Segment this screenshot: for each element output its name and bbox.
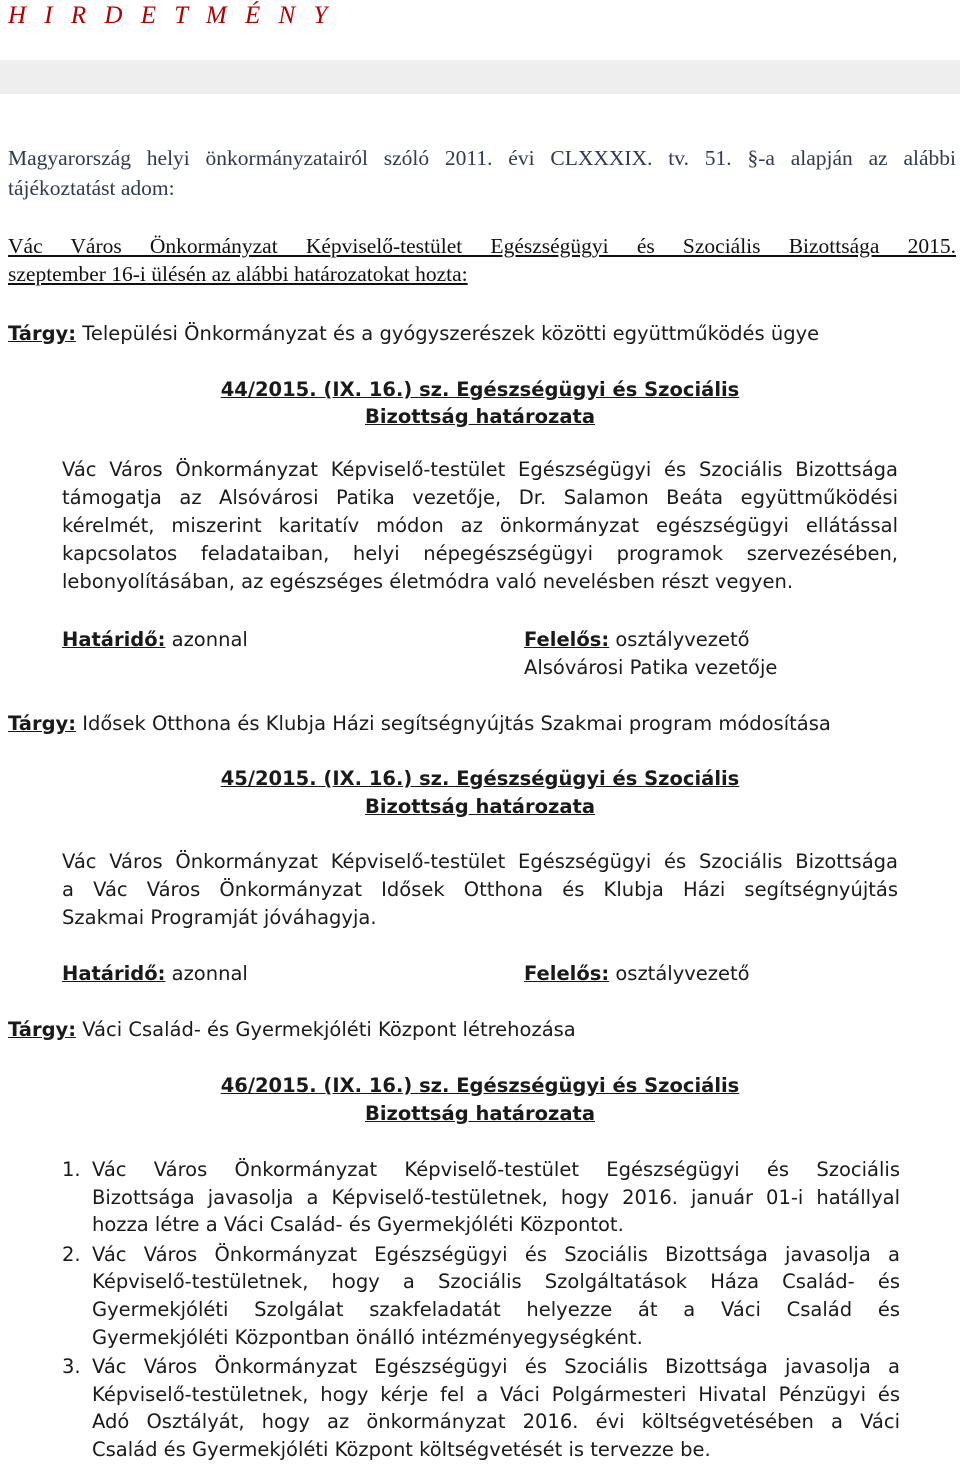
list-item-number: 1. (62, 1158, 81, 1181)
responsible-label: Felelős: (524, 628, 610, 651)
subject-44 (8, 322, 819, 345)
resolution-heading-46: 46/2015. (IX. 16.) sz. Egészségügyi és Szociális (220, 1074, 740, 1097)
deadline-label: Határidő: (62, 628, 166, 651)
body-44-line-2: támogatja az Alsóvárosi Patika vezetője, Dr. Salamon Beáta együttműködési (62, 486, 898, 509)
resolution-heading-46-line2: Bizottság határozata (365, 1102, 595, 1125)
list-item-number: 3. (62, 1355, 81, 1379)
committee-line-1: Vác Város Önkormányzat Képviselő-testület Egészségügyi és Szociális Bizottsága 2015. (8, 234, 956, 258)
deadline-value: azonnal (171, 962, 248, 985)
resolution-46-list (62, 1156, 900, 1464)
list-item-line: Gyermekjóléti Szolgálat szakfeladatát helyezze át a Váci Család és (92, 1297, 900, 1321)
resolution-heading-45: 45/2015. (IX. 16.) sz. Egészségügyi és Szociális (220, 767, 740, 790)
body-45-line-2: a Vác Város Önkormányzat Idősek Otthona és Klubja Házi segítségnyújtás (62, 878, 898, 901)
list-item-line: Gyermekjóléti Központban önálló intézményegységként. (92, 1325, 643, 1349)
subject-46 (8, 1018, 576, 1041)
list-item-line: Vác Város Önkormányzat Egészségügyi és Szociális Bizottsága javasolja a (92, 1355, 900, 1379)
body-44-line-1: Vác Város Önkormányzat Képviselő-testület Egészségügyi és Szociális Bizottsága (62, 458, 898, 481)
list-item (62, 1241, 900, 1351)
subject-label: Tárgy: (8, 712, 77, 735)
list-item-line: Vác Város Önkormányzat Képviselő-testület Egészségügyi és Szociális (92, 1158, 900, 1181)
gray-band (0, 60, 960, 94)
list-item (62, 1353, 900, 1463)
list-item-line: hozza létre a Váci Család- és Gyermekjóléti Központot. (92, 1213, 624, 1237)
committee-line-2: szeptember 16-i ülésén az alábbi határozatokat hozta: (8, 262, 468, 286)
resolution-heading-44-line2: Bizottság határozata (365, 405, 595, 428)
document-title: H I R D E T M É N Y (8, 2, 334, 29)
body-45-line-1: Vác Város Önkormányzat Képviselő-testület Egészségügyi és Szociális Bizottsága (62, 850, 898, 873)
list-item-line: Képviselő-testületnek, hogy kérje fel a Váci Polgármesteri Hivatal Pénzügyi és (92, 1382, 900, 1406)
deadline-label: Határidő: (62, 962, 166, 985)
body-45-line-3: Szakmai Programját jóváhagyja. (62, 906, 377, 929)
deadline-44 (62, 628, 248, 651)
responsible-label: Felelős: (524, 962, 610, 985)
responsible-value: osztályvezető (615, 962, 750, 985)
resolution-heading-45-line2: Bizottság határozata (365, 795, 595, 818)
subject-label: Tárgy: (8, 322, 77, 345)
list-item-line: Család és Gyermekjóléti Központ költségvetését is tervezze be. (92, 1437, 711, 1461)
subject-text: Települési Önkormányzat és a gyógyszerészek közötti együttműködés ügye (82, 322, 820, 345)
responsible-value: osztályvezető (615, 628, 750, 651)
list-item-line: Vác Város Önkormányzat Egészségügyi és Szociális Bizottsága javasolja a (92, 1242, 900, 1266)
deadline-45 (62, 962, 248, 985)
responsible-44 (524, 628, 750, 651)
resolution-heading-44: 44/2015. (IX. 16.) sz. Egészségügyi és Szociális (220, 378, 740, 401)
list-item (62, 1156, 900, 1239)
intro-line-1: Magyarország helyi önkormányzatairól szóló 2011. évi CLXXXIX. tv. 51. §-a alapján az alábbi (8, 146, 956, 170)
body-44-line-4: kapcsolatos feladataiban, helyi népegészségügyi programok szervezésében, (62, 542, 898, 565)
list-item-line: Képviselő-testületnek, hogy a Szociális Szolgáltatások Háza Család- és (92, 1270, 900, 1294)
list-item-line: Bizottsága javasolja a Képviselő-testületnek, hogy 2016. január 01-i hatállyal (92, 1185, 900, 1209)
list-item-number: 2. (62, 1242, 81, 1266)
responsible-44-extra: Alsóvárosi Patika vezetője (524, 656, 778, 679)
subject-label: Tárgy: (8, 1018, 77, 1041)
subject-text: Váci Család- és Gyermekjóléti Központ létrehozása (82, 1018, 576, 1041)
intro-line-2: tájékoztatást adom: (8, 176, 175, 200)
responsible-45 (524, 962, 750, 985)
subject-45 (8, 712, 831, 735)
deadline-value: azonnal (171, 628, 248, 651)
body-44-line-5: lebonyolításában, az egészséges életmódra való nevelésben részt vegyen. (62, 570, 794, 593)
subject-text: Idősek Otthona és Klubja Házi segítségnyújtás Szakmai program módosítása (82, 712, 831, 735)
body-44-line-3: kérelmét, miszerint karitatív módon az önkormányzat egészségügyi ellátással (62, 514, 898, 537)
list-item-line: Adó Osztályát, hogy az önkormányzat 2016. évi költségvetésében a Váci (92, 1410, 900, 1434)
